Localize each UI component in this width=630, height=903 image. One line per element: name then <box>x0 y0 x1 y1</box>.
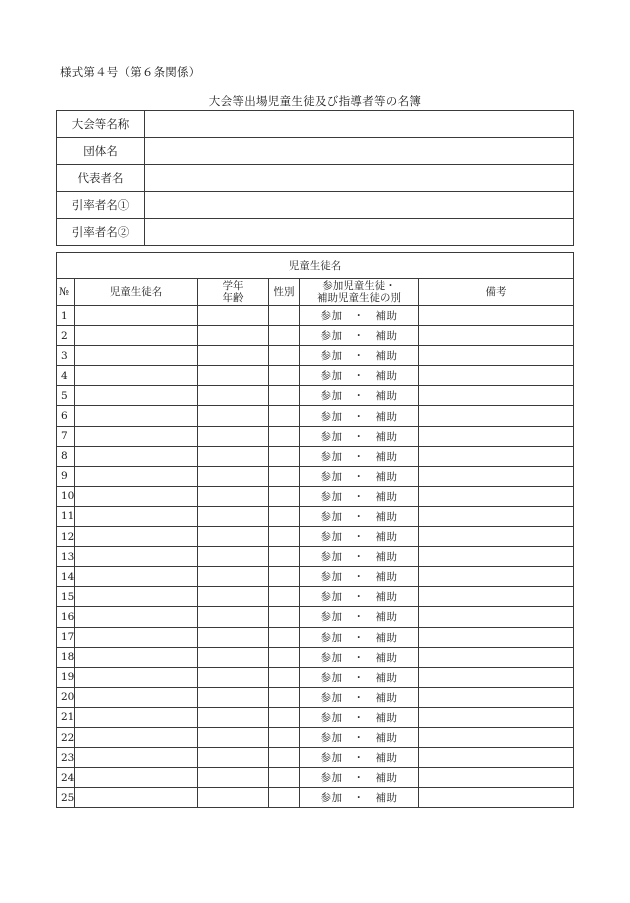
grade-age-field[interactable] <box>198 667 269 687</box>
student-name-field[interactable] <box>75 788 198 808</box>
grade-age-field[interactable] <box>198 306 269 326</box>
student-name-field[interactable] <box>75 607 198 627</box>
participation-type-choice[interactable]: 参加 ・ 補助 <box>300 587 419 607</box>
gender-field[interactable] <box>269 326 300 346</box>
grade-age-field[interactable] <box>198 326 269 346</box>
student-name-field[interactable] <box>75 306 198 326</box>
row-number: 21 <box>57 707 75 727</box>
row-number: 10 <box>57 486 75 506</box>
row-number: 18 <box>57 647 75 667</box>
roster-row <box>57 406 574 426</box>
participation-type-choice[interactable]: 参加 ・ 補助 <box>300 667 419 687</box>
remarks-field[interactable] <box>419 326 574 346</box>
row-number: 15 <box>57 587 75 607</box>
gender-field[interactable] <box>269 346 300 366</box>
col-header-gender: 性別 <box>269 279 300 306</box>
participation-type-choice[interactable]: 参加 ・ 補助 <box>300 366 419 386</box>
col-header-grade: 学年 <box>222 280 244 292</box>
participation-type-choice[interactable]: 参加 ・ 補助 <box>300 426 419 446</box>
roster-row <box>57 466 574 486</box>
row-number: 12 <box>57 527 75 547</box>
info-label: 大会等名称 <box>57 111 145 138</box>
gender-field[interactable] <box>269 547 300 567</box>
row-number: 7 <box>57 426 75 446</box>
participation-type-choice[interactable]: 参加 ・ 補助 <box>300 326 419 346</box>
col-header-grade-age <box>198 279 269 306</box>
grade-age-field[interactable] <box>198 567 269 587</box>
row-number: 22 <box>57 727 75 747</box>
roster-row <box>57 667 574 687</box>
roster-row <box>57 386 574 406</box>
gender-field[interactable] <box>269 366 300 386</box>
roster-row <box>57 748 574 768</box>
remarks-field[interactable] <box>419 587 574 607</box>
gender-field[interactable] <box>269 306 300 326</box>
remarks-field[interactable] <box>419 748 574 768</box>
gender-field[interactable] <box>269 587 300 607</box>
roster-row <box>57 647 574 667</box>
gender-field[interactable] <box>269 667 300 687</box>
participation-type-choice[interactable]: 参加 ・ 補助 <box>300 748 419 768</box>
participation-type-choice[interactable]: 参加 ・ 補助 <box>300 486 419 506</box>
roster-caption: 児童生徒名 <box>57 253 574 279</box>
col-header-name: 児童生徒名 <box>75 279 198 306</box>
gender-field[interactable] <box>269 386 300 406</box>
participation-type-choice[interactable]: 参加 ・ 補助 <box>300 727 419 747</box>
participation-type-choice[interactable]: 参加 ・ 補助 <box>300 306 419 326</box>
row-number: 16 <box>57 607 75 627</box>
student-name-field[interactable] <box>75 346 198 366</box>
roster-row <box>57 426 574 446</box>
col-header-age: 年齢 <box>222 292 244 304</box>
gender-field[interactable] <box>269 426 300 446</box>
grade-age-field[interactable] <box>198 687 269 707</box>
roster-row <box>57 366 574 386</box>
remarks-field[interactable] <box>419 667 574 687</box>
remarks-field[interactable] <box>419 406 574 426</box>
grade-age-field[interactable] <box>198 748 269 768</box>
grade-age-field[interactable] <box>198 607 269 627</box>
gender-field[interactable] <box>269 446 300 466</box>
info-row <box>57 192 574 219</box>
gender-field[interactable] <box>269 466 300 486</box>
roster-row <box>57 727 574 747</box>
gender-field[interactable] <box>269 727 300 747</box>
row-number: 17 <box>57 627 75 647</box>
remarks-field[interactable] <box>419 366 574 386</box>
roster-row <box>57 627 574 647</box>
student-name-field[interactable] <box>75 326 198 346</box>
participation-type-choice[interactable]: 参加 ・ 補助 <box>300 607 419 627</box>
student-name-field[interactable] <box>75 707 198 727</box>
participation-type-choice[interactable]: 参加 ・ 補助 <box>300 547 419 567</box>
info-value-field[interactable] <box>145 192 574 219</box>
remarks-field[interactable] <box>419 788 574 808</box>
info-row <box>57 111 574 138</box>
row-number: 23 <box>57 748 75 768</box>
gender-field[interactable] <box>269 567 300 587</box>
grade-age-field[interactable] <box>198 647 269 667</box>
roster-row <box>57 707 574 727</box>
roster-row <box>57 567 574 587</box>
row-number: 13 <box>57 547 75 567</box>
row-number: 19 <box>57 667 75 687</box>
participation-type-choice[interactable]: 参加 ・ 補助 <box>300 627 419 647</box>
info-value-field[interactable] <box>145 138 574 165</box>
student-name-field[interactable] <box>75 506 198 526</box>
grade-age-field[interactable] <box>198 527 269 547</box>
roster-body <box>57 306 574 808</box>
student-name-field[interactable] <box>75 547 198 567</box>
info-label: 団体名 <box>57 138 145 165</box>
gender-field[interactable] <box>269 647 300 667</box>
student-name-field[interactable] <box>75 667 198 687</box>
gender-field[interactable] <box>269 788 300 808</box>
col-header-participation-line2: 補助児童生徒の別 <box>317 292 401 304</box>
grade-age-field[interactable] <box>198 466 269 486</box>
gender-field[interactable] <box>269 506 300 526</box>
gender-field[interactable] <box>269 406 300 426</box>
row-number: 24 <box>57 768 75 788</box>
remarks-field[interactable] <box>419 647 574 667</box>
gender-field[interactable] <box>269 707 300 727</box>
info-row <box>57 219 574 246</box>
participation-type-choice[interactable]: 参加 ・ 補助 <box>300 788 419 808</box>
grade-age-field[interactable] <box>198 406 269 426</box>
student-name-field[interactable] <box>75 527 198 547</box>
remarks-field[interactable] <box>419 426 574 446</box>
grade-age-field[interactable] <box>198 426 269 446</box>
student-name-field[interactable] <box>75 587 198 607</box>
document-title: 大会等出場児童生徒及び指導者等の名簿 <box>208 94 422 108</box>
participation-type-choice[interactable]: 参加 ・ 補助 <box>300 446 419 466</box>
grade-age-field[interactable] <box>198 346 269 366</box>
grade-age-field[interactable] <box>198 446 269 466</box>
participation-type-choice[interactable]: 参加 ・ 補助 <box>300 406 419 426</box>
roster-row <box>57 326 574 346</box>
student-name-field[interactable] <box>75 687 198 707</box>
info-row <box>57 138 574 165</box>
row-number: 2 <box>57 326 75 346</box>
roster-row <box>57 527 574 547</box>
col-header-participation-line1: 参加児童生徒・ <box>322 280 396 292</box>
student-name-field[interactable] <box>75 406 198 426</box>
student-name-field[interactable] <box>75 486 198 506</box>
col-header-remarks: 備考 <box>419 279 574 306</box>
row-number: 25 <box>57 788 75 808</box>
gender-field[interactable] <box>269 527 300 547</box>
row-number: 6 <box>57 406 75 426</box>
grade-age-field[interactable] <box>198 386 269 406</box>
gender-field[interactable] <box>269 687 300 707</box>
gender-field[interactable] <box>269 607 300 627</box>
grade-age-field[interactable] <box>198 727 269 747</box>
remarks-field[interactable] <box>419 727 574 747</box>
student-roster-table <box>56 252 574 808</box>
row-number: 8 <box>57 446 75 466</box>
participation-type-choice[interactable]: 参加 ・ 補助 <box>300 386 419 406</box>
event-info-table <box>56 110 574 246</box>
remarks-field[interactable] <box>419 547 574 567</box>
roster-row <box>57 788 574 808</box>
info-label: 代表者名 <box>57 165 145 192</box>
gender-field[interactable] <box>269 748 300 768</box>
roster-row <box>57 687 574 707</box>
participation-type-choice[interactable]: 参加 ・ 補助 <box>300 506 419 526</box>
roster-row <box>57 547 574 567</box>
student-name-field[interactable] <box>75 426 198 446</box>
gender-field[interactable] <box>269 627 300 647</box>
remarks-field[interactable] <box>419 607 574 627</box>
remarks-field[interactable] <box>419 527 574 547</box>
roster-row <box>57 486 574 506</box>
grade-age-field[interactable] <box>198 486 269 506</box>
grade-age-field[interactable] <box>198 366 269 386</box>
roster-row <box>57 587 574 607</box>
student-name-field[interactable] <box>75 446 198 466</box>
row-number: 1 <box>57 306 75 326</box>
remarks-field[interactable] <box>419 346 574 366</box>
info-value-field[interactable] <box>145 219 574 246</box>
participation-type-choice[interactable]: 参加 ・ 補助 <box>300 466 419 486</box>
student-name-field[interactable] <box>75 466 198 486</box>
remarks-field[interactable] <box>419 486 574 506</box>
roster-row <box>57 607 574 627</box>
row-number: 3 <box>57 346 75 366</box>
gender-field[interactable] <box>269 768 300 788</box>
row-number: 5 <box>57 386 75 406</box>
roster-row <box>57 306 574 326</box>
col-header-no: № <box>57 279 75 306</box>
remarks-field[interactable] <box>419 567 574 587</box>
participation-type-choice[interactable]: 参加 ・ 補助 <box>300 567 419 587</box>
remarks-field[interactable] <box>419 446 574 466</box>
student-name-field[interactable] <box>75 647 198 667</box>
row-number: 11 <box>57 506 75 526</box>
student-name-field[interactable] <box>75 386 198 406</box>
remarks-field[interactable] <box>419 707 574 727</box>
roster-row <box>57 446 574 466</box>
grade-age-field[interactable] <box>198 547 269 567</box>
row-number: 4 <box>57 366 75 386</box>
gender-field[interactable] <box>269 486 300 506</box>
participation-type-choice[interactable]: 参加 ・ 補助 <box>300 527 419 547</box>
grade-age-field[interactable] <box>198 587 269 607</box>
event-info-body <box>57 111 574 246</box>
col-header-participation-type <box>300 279 419 306</box>
remarks-field[interactable] <box>419 506 574 526</box>
remarks-field[interactable] <box>419 386 574 406</box>
grade-age-field[interactable] <box>198 627 269 647</box>
roster-row <box>57 768 574 788</box>
remarks-field[interactable] <box>419 768 574 788</box>
grade-age-field[interactable] <box>198 707 269 727</box>
roster-caption-row <box>57 253 574 279</box>
participation-type-choice[interactable]: 参加 ・ 補助 <box>300 647 419 667</box>
participation-type-choice[interactable]: 参加 ・ 補助 <box>300 346 419 366</box>
info-label: 引率者名② <box>57 219 145 246</box>
grade-age-field[interactable] <box>198 506 269 526</box>
remarks-field[interactable] <box>419 627 574 647</box>
info-label: 引率者名① <box>57 192 145 219</box>
student-name-field[interactable] <box>75 727 198 747</box>
student-name-field[interactable] <box>75 627 198 647</box>
remarks-field[interactable] <box>419 687 574 707</box>
row-number: 14 <box>57 567 75 587</box>
participation-type-choice[interactable]: 参加 ・ 補助 <box>300 687 419 707</box>
remarks-field[interactable] <box>419 466 574 486</box>
row-number: 20 <box>57 687 75 707</box>
roster-column-header <box>57 279 574 306</box>
remarks-field[interactable] <box>419 306 574 326</box>
info-value-field[interactable] <box>145 165 574 192</box>
form-number: 様式第４号（第６条関係） <box>60 65 201 79</box>
student-name-field[interactable] <box>75 748 198 768</box>
participation-type-choice[interactable]: 参加 ・ 補助 <box>300 707 419 727</box>
student-name-field[interactable] <box>75 567 198 587</box>
student-name-field[interactable] <box>75 768 198 788</box>
participation-type-choice[interactable]: 参加 ・ 補助 <box>300 768 419 788</box>
info-row <box>57 165 574 192</box>
row-number: 9 <box>57 466 75 486</box>
grade-age-field[interactable] <box>198 788 269 808</box>
roster-row <box>57 506 574 526</box>
info-value-field[interactable] <box>145 111 574 138</box>
grade-age-field[interactable] <box>198 768 269 788</box>
student-name-field[interactable] <box>75 366 198 386</box>
roster-row <box>57 346 574 366</box>
